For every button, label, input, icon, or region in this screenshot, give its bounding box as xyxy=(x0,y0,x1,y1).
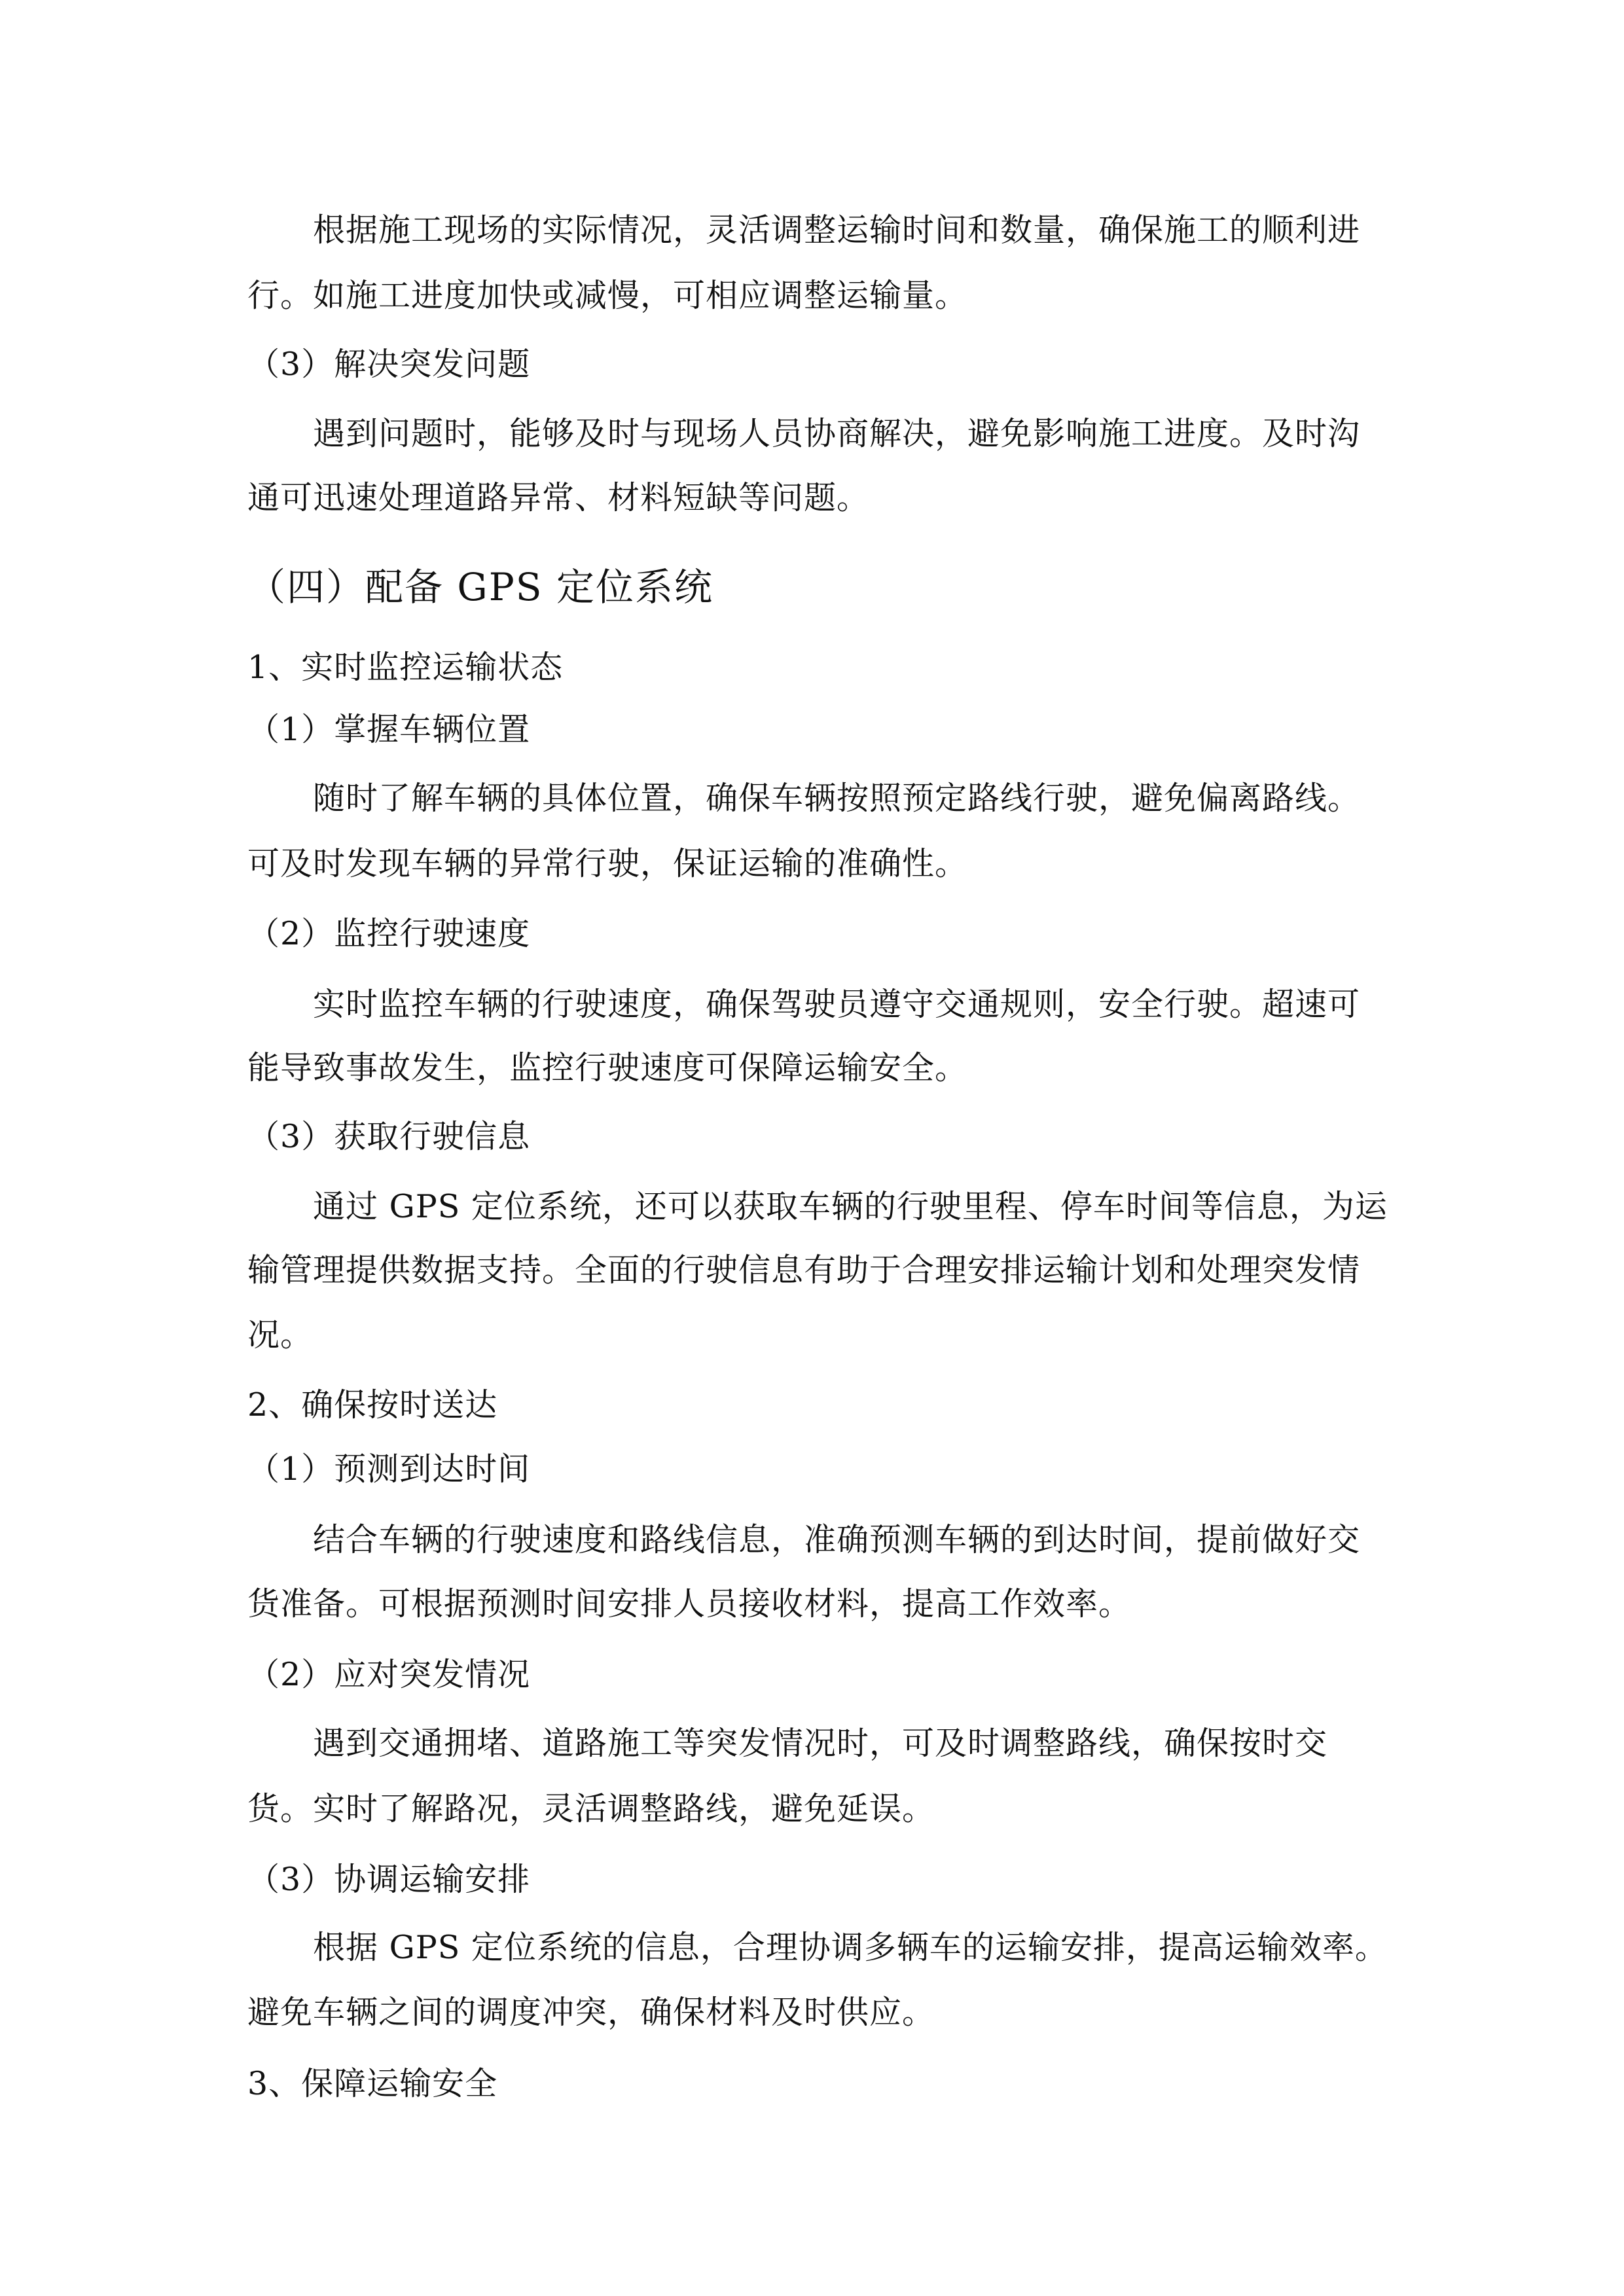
paragraph-line: 避免车辆之间的调度冲突，确保材料及时供应。 xyxy=(247,1994,935,2031)
subheading-on-time-delivery: 2、确保按时送达 xyxy=(247,1386,498,1424)
paragraph-line: 根据施工现场的实际情况，灵活调整运输时间和数量，确保施工的顺利进 xyxy=(313,211,1361,249)
subheading-realtime-monitoring: 1、实时监控运输状态 xyxy=(247,649,564,686)
section-heading-gps: （四）配备 GPS 定位系统 xyxy=(247,565,713,609)
paragraph-line: 随时了解车辆的具体位置，确保车辆按照预定路线行驶，避免偏离路线。 xyxy=(313,780,1361,817)
paragraph-line: 货。实时了解路况，灵活调整路线，避免延误。 xyxy=(247,1790,935,1827)
paragraph-line: 行。如施工进度加快或减慢，可相应调整运输量。 xyxy=(247,277,968,314)
subheading-transport-safety: 3、保障运输安全 xyxy=(247,2065,498,2102)
subheading-monitor-speed: （2）监控行驶速度 xyxy=(247,915,531,952)
paragraph-line: 遇到交通拥堵、道路施工等突发情况时，可及时调整路线，确保按时交 xyxy=(313,1725,1328,1762)
paragraph-line: 况。 xyxy=(247,1316,314,1354)
paragraph-line: 结合车辆的行驶速度和路线信息，准确预测车辆的到达时间，提前做好交 xyxy=(313,1521,1361,1558)
paragraph-line: 能导致事故发生，监控行驶速度可保障运输安全。 xyxy=(247,1049,968,1086)
subheading-coordinate-transport: （3）协调运输安排 xyxy=(247,1861,531,1898)
paragraph-line: 货准备。可根据预测时间安排人员接收材料，提高工作效率。 xyxy=(247,1585,1132,1623)
paragraph-line: 实时监控车辆的行驶速度，确保驾驶员遵守交通规则，安全行驶。超速可 xyxy=(313,986,1361,1023)
subheading-predict-arrival: （1）预测到达时间 xyxy=(247,1450,531,1488)
subheading-vehicle-position: （1）掌握车辆位置 xyxy=(247,711,531,748)
paragraph-line: 通可迅速处理道路异常、材料短缺等问题。 xyxy=(247,479,870,516)
subheading-driving-info: （3）获取行驶信息 xyxy=(247,1118,531,1155)
paragraph-line: 通过 GPS 定位系统，还可以获取车辆的行驶里程、停车时间等信息，为运 xyxy=(313,1188,1388,1225)
subheading-solve-emergencies: （3）解决突发问题 xyxy=(247,346,531,383)
paragraph-line: 根据 GPS 定位系统的信息，合理协调多辆车的运输安排，提高运输效率。 xyxy=(313,1929,1388,1966)
paragraph-line: 可及时发现车辆的异常行驶，保证运输的准确性。 xyxy=(247,845,968,882)
paragraph-line: 遇到问题时，能够及时与现场人员协商解决，避免影响施工进度。及时沟 xyxy=(313,415,1361,452)
paragraph-line: 输管理提供数据支持。全面的行驶信息有助于合理安排运输计划和处理突发情 xyxy=(247,1251,1361,1289)
subheading-handle-emergencies: （2）应对突发情况 xyxy=(247,1656,531,1693)
